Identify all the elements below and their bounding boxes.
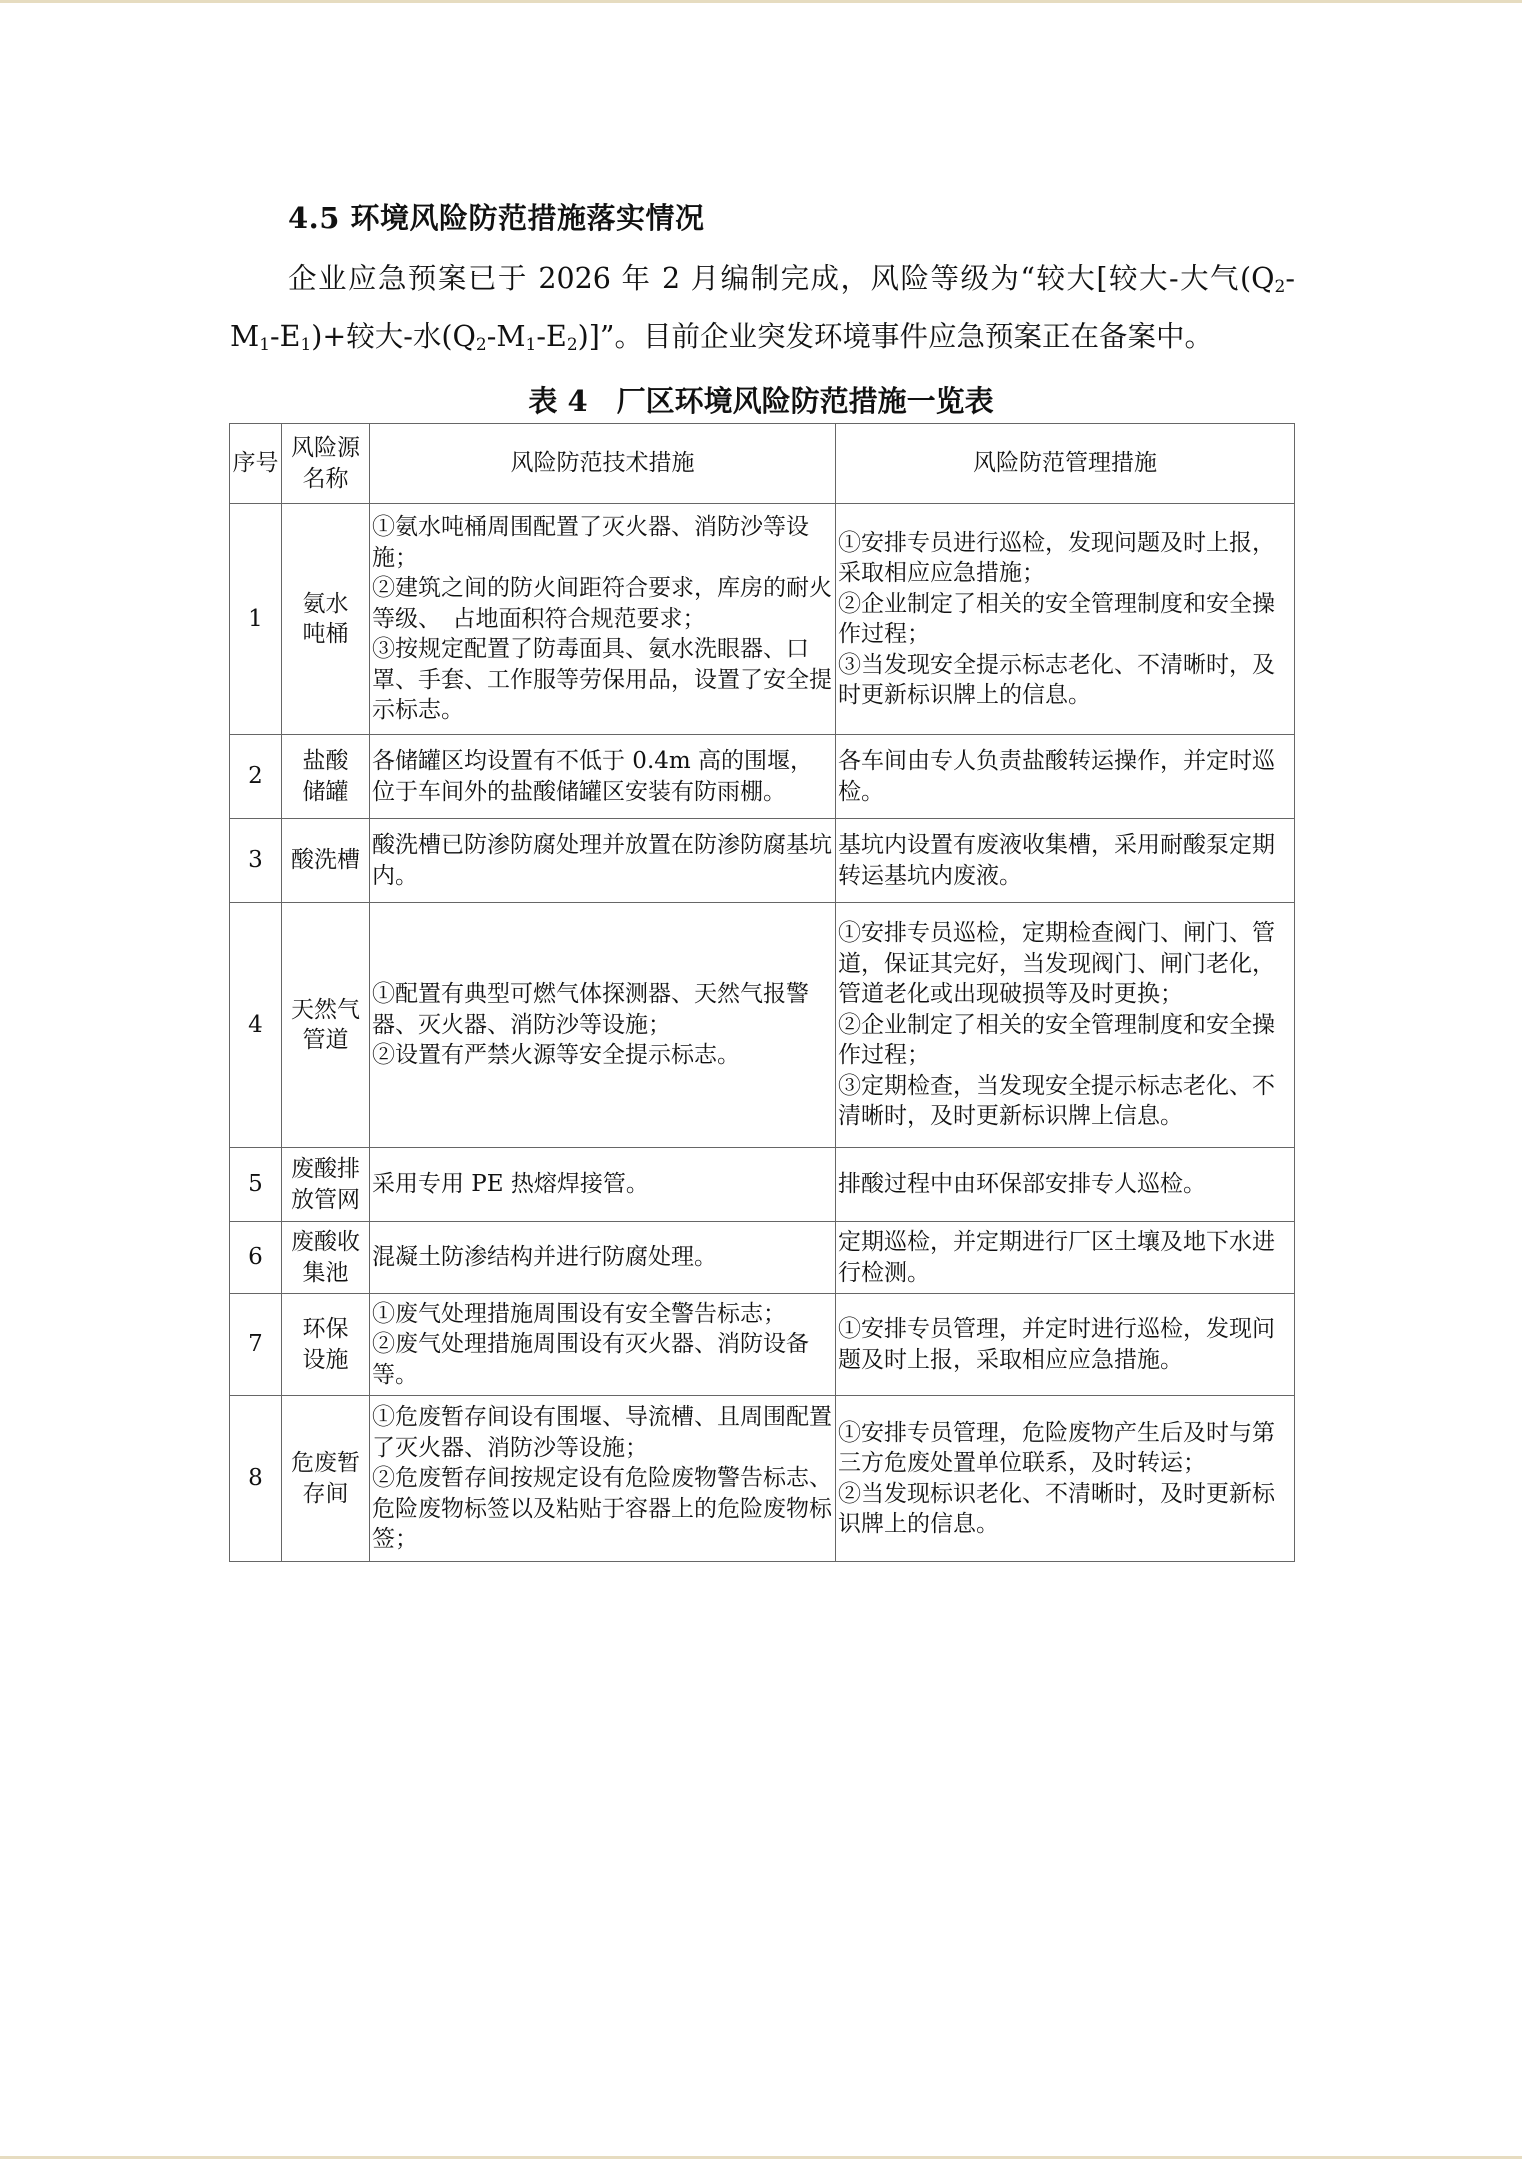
row-technical <box>370 1222 836 1294</box>
row-source-name <box>282 1396 370 1562</box>
row-index: 7 <box>230 1294 282 1396</box>
row-technical <box>370 1396 836 1562</box>
measure-item: ②设置有严禁火源等安全提示标志。 <box>372 1042 740 1069</box>
name-line: 氨水 <box>302 590 349 617</box>
measure-item: ③定期检查，当发现安全提示标志老化、不清晰时，及时更新标识牌上信息。 <box>838 1072 1275 1130</box>
row-index: 5 <box>230 1148 282 1222</box>
paragraph-text: -E <box>536 320 567 353</box>
name-line: 设施 <box>302 1346 349 1373</box>
page-top-rule <box>0 0 1522 3</box>
row-index: 8 <box>230 1396 282 1562</box>
measure-item: ②废气处理措施周围设有灭火器、消防设备等。 <box>372 1331 809 1388</box>
table-row <box>230 735 1295 819</box>
row-technical <box>370 1148 836 1222</box>
measure-item: 各车间由专人负责盐酸转运操作，并定时巡检。 <box>838 748 1275 805</box>
name-line: 储罐 <box>302 778 349 805</box>
measure-item: 酸洗槽已防渗防腐处理并放置在防渗防腐基坑内。 <box>372 832 832 889</box>
row-management <box>836 1294 1295 1396</box>
row-index: 4 <box>230 903 282 1148</box>
name-line: 废酸排 <box>291 1156 360 1182</box>
measure-item: ①安排专员进行巡检，发现问题及时上报，采取相应应急措施； <box>838 529 1275 586</box>
name-line: 盐酸 <box>302 748 349 774</box>
row-index: 6 <box>230 1222 282 1294</box>
header-management: 风险防范管理措施 <box>836 424 1295 504</box>
name-line: 管道 <box>302 1027 349 1053</box>
header-technical: 风险防范技术措施 <box>370 424 836 504</box>
measure-item: ②建筑之间的防火间距符合要求，库房的耐火等级、 占地面积符合规范要求； <box>372 575 832 632</box>
subscript: 1 <box>525 335 537 355</box>
row-source-name <box>282 1294 370 1396</box>
measure-item: ①安排专员管理，并定时进行巡检，发现问题及时上报，采取相应应急措施。 <box>838 1316 1275 1373</box>
measure-item: ①氨水吨桶周围配置了灭火器、消防沙等设施； <box>372 514 809 571</box>
paragraph-text: -E <box>270 320 301 353</box>
row-source-name <box>282 819 370 903</box>
table-header-row <box>230 424 1295 504</box>
name-line: 环保 <box>302 1316 349 1342</box>
row-index: 3 <box>230 819 282 903</box>
row-source-name <box>282 504 370 735</box>
row-index: 2 <box>230 735 282 819</box>
table-row <box>230 1396 1295 1562</box>
row-source-name <box>282 735 370 819</box>
paragraph-text: 企业应急预案已于 2026 年 2 月编制完成，风险等级为“较大[较大-大气(Q <box>288 262 1275 295</box>
name-line: 放管网 <box>291 1186 360 1213</box>
name-line: 天然气 <box>291 996 360 1023</box>
name-line: 废酸收 <box>291 1229 360 1255</box>
measure-item: 采用专用 PE 热熔焊接管。 <box>372 1171 649 1198</box>
subscript: 2 <box>1274 277 1286 297</box>
row-management <box>836 1148 1295 1222</box>
section-heading: 4.5 环境风险防范措施落实情况 <box>288 201 705 235</box>
measure-item: ①废气处理措施周围设有安全警告标志； <box>372 1300 786 1327</box>
row-source-name <box>282 1148 370 1222</box>
name-line: 危废暂 <box>291 1450 360 1476</box>
measure-item: ②企业制定了相关的安全管理制度和安全操作过程； <box>838 1011 1275 1069</box>
row-technical <box>370 1294 836 1396</box>
row-technical <box>370 903 836 1148</box>
risk-measures-table <box>229 423 1295 1562</box>
paragraph-text: )+较大-水(Q <box>311 320 476 353</box>
row-index: 1 <box>230 504 282 735</box>
measure-item: ①安排专员巡检，定期检查阀门、闸门、管道，保证其完好，当发现阀门、闸门老化，管道老化或出现破损等及时更换； <box>838 920 1275 1008</box>
measure-item: ③当发现安全提示标志老化、不清晰时，及时更新标识牌上的信息。 <box>838 651 1275 708</box>
table-row <box>230 903 1295 1148</box>
row-management <box>836 1222 1295 1294</box>
row-source-name <box>282 903 370 1148</box>
header-source-line: 名称 <box>302 465 349 492</box>
measure-item: 基坑内设置有废液收集槽，采用耐酸泵定期转运基坑内废液。 <box>838 832 1275 889</box>
row-technical <box>370 735 836 819</box>
measure-item: 各储罐区均设置有不低于 0.4m 高的围堰，位于车间外的盐酸储罐区安装有防雨棚。 <box>372 748 814 805</box>
name-line: 集池 <box>302 1259 349 1286</box>
table-row <box>230 1294 1295 1396</box>
row-management <box>836 903 1295 1148</box>
row-technical <box>370 819 836 903</box>
header-source-name <box>282 424 370 504</box>
table-row <box>230 504 1295 735</box>
subscript: 1 <box>300 335 312 355</box>
measure-item: ②企业制定了相关的安全管理制度和安全操作过程； <box>838 590 1275 647</box>
measure-item: ②危废暂存间按规定设有危险废物警告标志、危险废物标签以及粘贴于容器上的危险废物标签； <box>372 1465 832 1553</box>
subscript: 2 <box>566 335 578 355</box>
measure-item: ①危废暂存间设有围堰、导流槽、且周围配置了灭火器、消防沙等设施； <box>372 1404 832 1461</box>
paragraph-text: )]”。目前企业突发环境事件应急预案正在备案中。 <box>577 320 1213 353</box>
name-line: 吨桶 <box>302 621 349 647</box>
row-source-name <box>282 1222 370 1294</box>
measure-item: 混凝土防渗结构并进行防腐处理。 <box>372 1244 717 1271</box>
name-line: 存间 <box>302 1480 349 1507</box>
measure-item: 定期巡检，并定期进行厂区土壤及地下水进行检测。 <box>838 1229 1275 1286</box>
table-caption: 表 4 厂区环境风险防范措施一览表 <box>528 384 994 418</box>
table-row <box>230 1222 1295 1294</box>
row-management <box>836 735 1295 819</box>
row-management <box>836 819 1295 903</box>
header-index: 序号 <box>230 424 282 504</box>
measure-item: ②当发现标识老化、不清晰时，及时更新标识牌上的信息。 <box>838 1480 1275 1537</box>
subscript: 2 <box>475 335 487 355</box>
row-management <box>836 504 1295 735</box>
measure-item: ③按规定配置了防毒面具、氨水洗眼器、口罩、手套、工作服等劳保用品，设置了安全提示标志。 <box>372 636 832 724</box>
header-source-line: 风险源 <box>291 435 360 461</box>
measure-item: 排酸过程中由环保部安排专人巡检。 <box>838 1171 1206 1198</box>
paragraph-text: -M <box>486 320 526 353</box>
row-management <box>836 1396 1295 1562</box>
table-row <box>230 819 1295 903</box>
name-line: 酸洗槽 <box>291 847 360 874</box>
row-technical <box>370 504 836 735</box>
measure-item: ①安排专员管理，危险废物产生后及时与第三方危废处置单位联系，及时转运； <box>838 1419 1275 1476</box>
subscript: 1 <box>259 335 271 355</box>
body-paragraph <box>230 250 1295 366</box>
measure-item: ①配置有典型可燃气体探测器、天然气报警器、灭火器、消防沙等设施； <box>372 981 809 1038</box>
table-row <box>230 1148 1295 1222</box>
paragraph-text: -M <box>230 262 1295 353</box>
